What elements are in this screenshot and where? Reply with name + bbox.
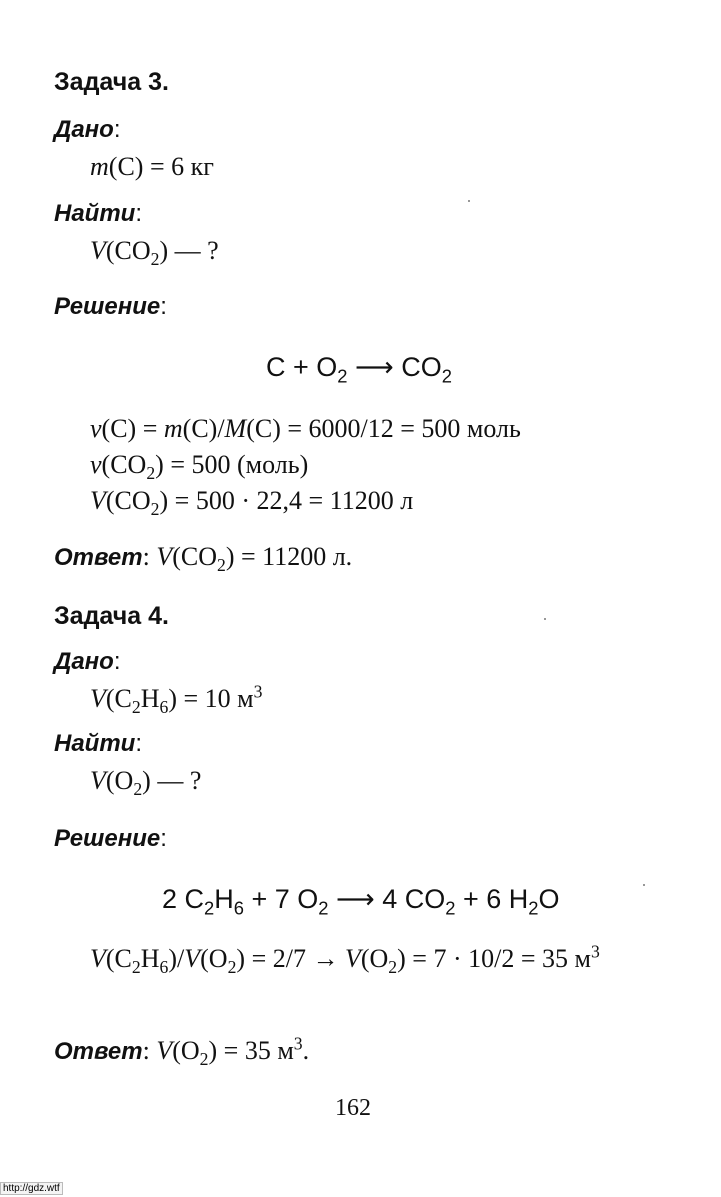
task3-find-line: $V(CO_2)$ — ? (90, 236, 219, 270)
task4-find-line: $V(O_2)$ — ? (90, 766, 202, 800)
task3-step-3: $V(CO_2) = 500 \cdot 22,4 = 11200$ л (90, 486, 414, 520)
task3-step-2: $\nu(CO_2) = 500$ (моль) (90, 450, 309, 484)
task3-given-label: Дано: (54, 116, 121, 143)
task3-answer: Ответ: $V(CO_2) = 11200$ л. (54, 542, 353, 576)
scan-speck (544, 618, 546, 620)
task3-given-line: m(C) = 6 кг (90, 152, 214, 181)
task4-reaction-equation: 2 $C_2H_6 + 7$ $O_2$ ⟶ 4 $CO_2 + 6$ $H_2O$ (162, 884, 560, 919)
task4-step-1: $V(C_2H_6)/V(O_2) = 2/7 \to V(O_2) = 7 \cdot 10/2 = 35$ $м^3$ (90, 941, 600, 978)
task3-find-label: Найти: (54, 200, 143, 227)
scan-speck (468, 200, 470, 202)
task4-title: Задача 4. (54, 602, 169, 630)
task4-given-label: Дано: (54, 648, 121, 675)
task3-step-1: ν(C) = m(C)/M(C) = 6000/12 = 500 моль (90, 414, 521, 443)
task4-answer: Ответ: $V(O_2) = 35$ $м^3$. (54, 1033, 310, 1070)
page-number: 162 (335, 1095, 371, 1121)
task4-solution-label: Решение: (54, 825, 167, 852)
task4-find-label: Найти: (54, 730, 143, 757)
task4-given-line: $V(C_2H_6) = 10$ $м^3$ (90, 681, 263, 718)
watermark-link[interactable]: http://gdz.wtf (0, 1182, 63, 1195)
task3-reaction-equation: $C + O_2$ ⟶ $CO_2$ (266, 352, 452, 387)
task3-title: Задача 3. (54, 68, 169, 96)
task3-solution-label: Решение: (54, 293, 167, 320)
scan-speck (643, 884, 645, 886)
